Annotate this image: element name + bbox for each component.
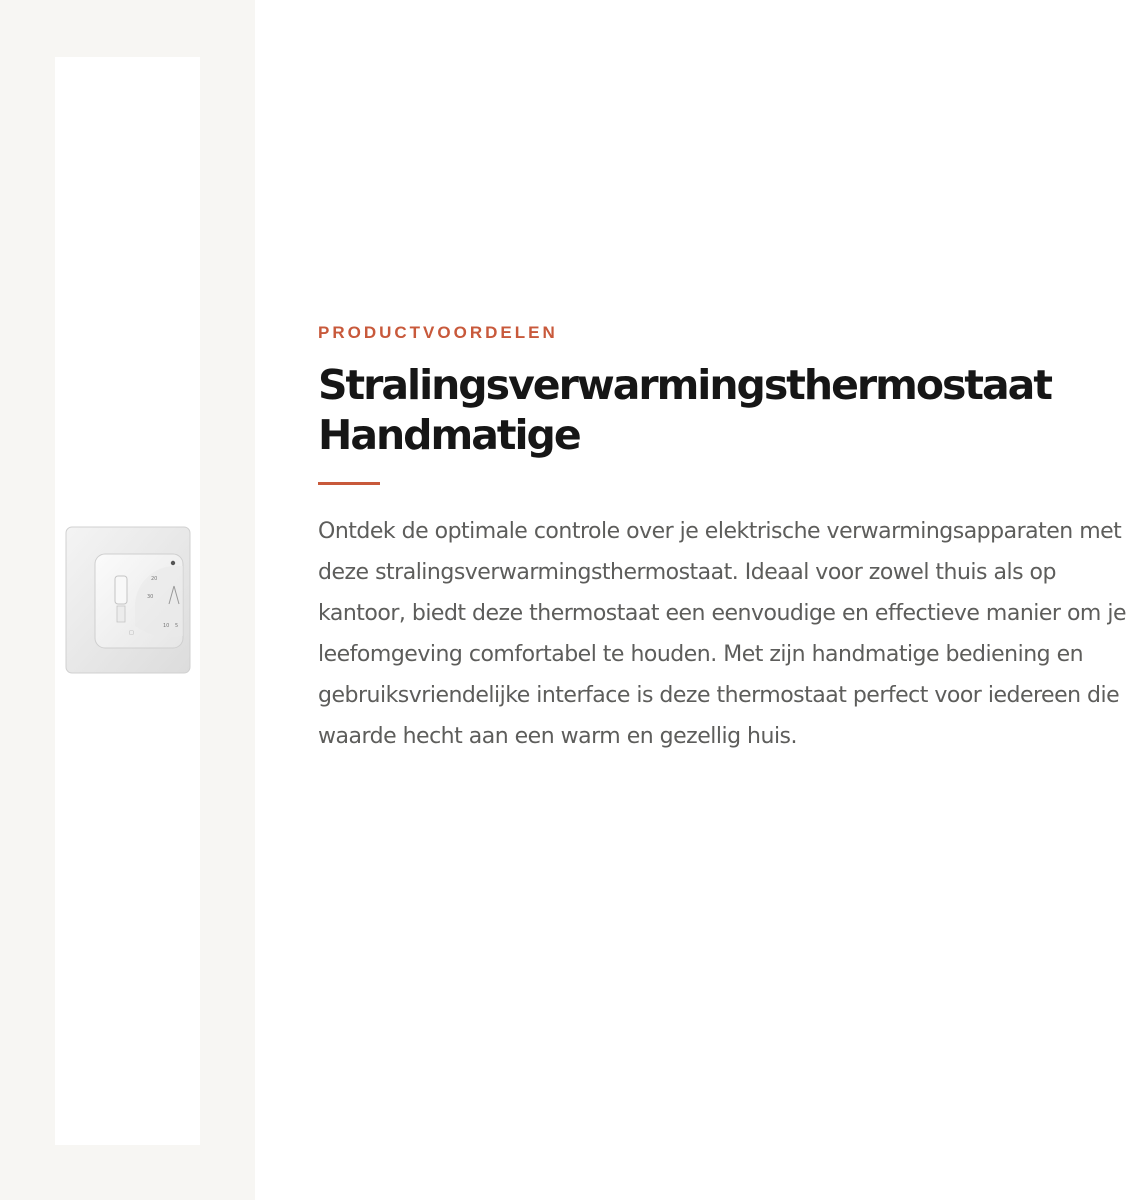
svg-text:10: 10 [163,623,170,629]
thermostat-product-image [65,526,191,674]
product-benefits-section [318,318,1133,757]
svg-text:30: 30 [147,594,154,600]
section-eyebrow: PRODUCTVOORDELEN [318,323,558,342]
svg-text:20: 20 [151,576,158,582]
image-side-panel [0,0,255,1200]
title-line-1: Stralingsverwarmingsthermostaat [318,361,1051,409]
svg-text:5: 5 [175,623,179,629]
page-title [318,360,1133,460]
title-line-2: Handmatige [318,411,580,459]
product-image-frame [55,57,200,1145]
accent-divider [318,482,380,485]
svg-text:□: □ [129,630,134,636]
product-description: Ontdek de optimale controle over je elektrische verwarmingsapparaten met deze stralingsverwarmingsthermostaat. Ideaal voor zowel thuis als op kantoor, biedt deze thermostaat een eenvoudige en effectieve manier om je leefomgeving comfortabel te houden. Met zijn handmatige bediening en gebruiksvriendelijke interface is deze thermostaat perfect voor iedereen die waarde hecht aan een warm en gezellig huis. [318,519,1126,749]
